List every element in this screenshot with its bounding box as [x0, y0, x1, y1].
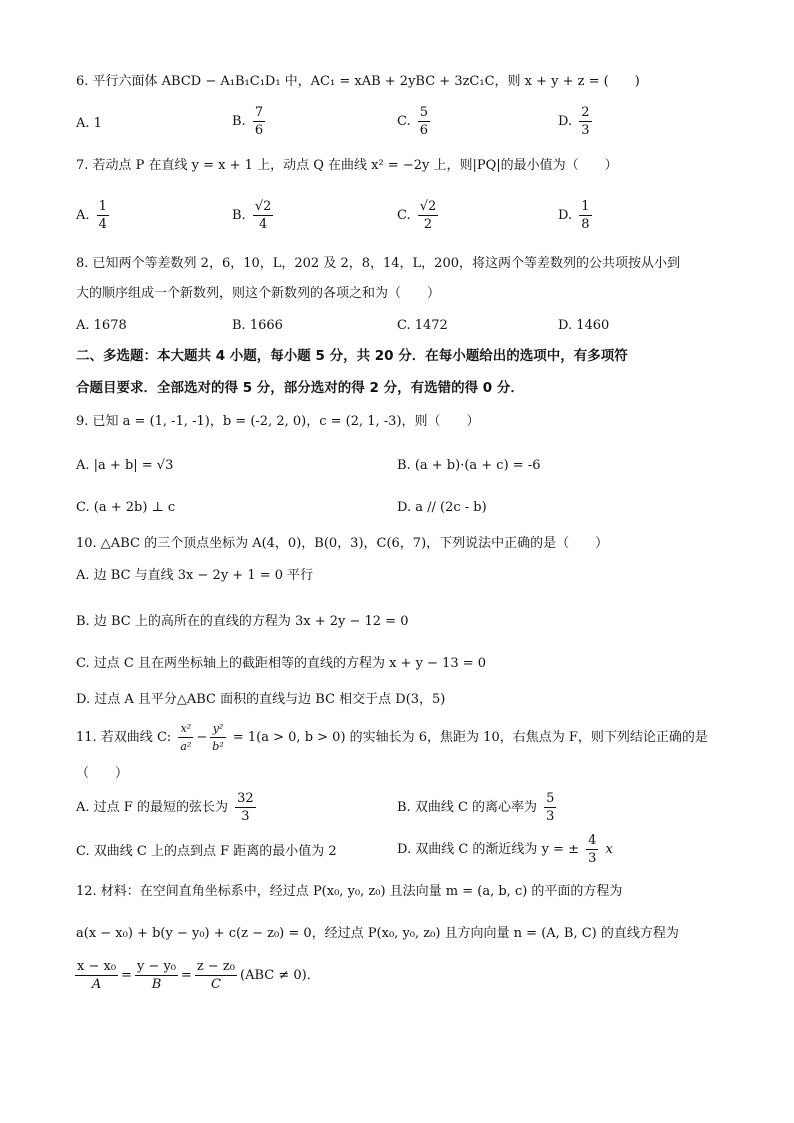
q7-b-numerator: √2: [254, 199, 272, 214]
q11-stem-prefix: 11. 若双曲线 C:: [76, 730, 172, 745]
q11-option-a-text: A. 过点 F 的最短的弦长为: [76, 800, 228, 815]
q7-option-d-label: D.: [558, 208, 573, 223]
q11-a-denominator: 3: [241, 809, 250, 824]
q11-eq-b: b²: [212, 740, 224, 753]
q7-option-b: [232, 198, 276, 233]
q9-stem: 9. 已知 a = (1, -1, -1)，b = (-2, 2, 0)，c = (2, 1, -3)，则（ ）: [76, 414, 480, 429]
q6-option-d-fraction: [579, 104, 591, 139]
q6-c-denominator: 6: [419, 123, 429, 138]
q11-option-d-tail: x: [605, 842, 613, 857]
q7-option-a: [76, 198, 112, 233]
q11-eq-a: a²: [180, 740, 192, 753]
q11-option-d-text: D. 双曲线 C 的渐近线为 y = ±: [397, 842, 579, 857]
q7-option-c: [397, 198, 441, 233]
q7-c-denominator: 2: [423, 217, 433, 232]
q9-option-b: B. (a + b)·(a + c) = -6: [397, 458, 541, 473]
q11-eq-y: y²: [210, 720, 225, 738]
q7-option-a-fraction: [97, 198, 109, 233]
q7-option-a-label: A.: [76, 208, 90, 223]
q6-option-b: [232, 104, 268, 139]
q12-f1-denominator: A: [91, 977, 102, 992]
q11-d-numerator: 4: [588, 833, 597, 848]
q6-d-denominator: 3: [581, 123, 590, 138]
q10-option-a: A. 边 BC 与直线 3x − 2y + 1 = 0 平行: [76, 568, 314, 583]
q6-stem: 6. 平行六面体 ABCD − A₁B₁C₁D₁ 中，AC₁ = xAB + 2yBC + 3zC₁C，则 x + y + z = ( ): [76, 74, 640, 89]
q8-option-b: B. 1666: [232, 318, 283, 333]
q6-c-numerator: 5: [419, 105, 429, 120]
q6-option-c-fraction: [418, 104, 430, 139]
q11-eq-x-fraction: [178, 720, 193, 755]
q12-fraction-x: [75, 958, 118, 993]
q10-option-b: B. 边 BC 上的高所在的直线的方程为 3x + 2y − 12 = 0: [76, 614, 409, 629]
q6-option-a-label: A.: [76, 116, 90, 131]
q11-option-b-fraction: [544, 790, 556, 825]
q7-option-c-label: C.: [397, 208, 411, 223]
q6-d-numerator: 2: [581, 105, 590, 120]
q11-option-a-fraction: [235, 790, 256, 825]
q12-f3-numerator: z − z₀: [196, 959, 235, 974]
q12-line-equation: $\frac{\text{x − x₀}}{A}$ = $\frac{\text{y − y₀}}{B}$ = $\frac{\text{z − z₀}}{C}$ (ABC ≠ 0)．: [77, 959, 320, 992]
q9-option-d: D. a // (2c - b): [397, 500, 487, 515]
q6-option-b-fraction: [253, 104, 265, 139]
q7-option-d-fraction: [579, 198, 591, 233]
q9-option-c: C. (a + 2b) ⊥ c: [76, 500, 176, 515]
q6-option-d: [558, 104, 595, 139]
q6-option-a-value: 1: [93, 116, 102, 131]
q6-option-d-label: D.: [558, 114, 573, 129]
q7-d-denominator: 8: [581, 217, 590, 232]
q11-option-b: [397, 790, 559, 825]
q6-option-a: [76, 114, 102, 134]
section2-heading-line1: 二、多选题：本大题共 4 小题，每小题 5 分，共 20 分．在每小题给出的选项中，有多项符: [76, 348, 628, 364]
q7-stem: 7. 若动点 P 在直线 y = x + 1 上，动点 Q 在曲线 x² = −2y 上，则|PQ|的最小值为（ ）: [76, 158, 618, 173]
q9-option-a: A. |a + b| = √3: [76, 458, 174, 473]
q6-b-denominator: 6: [254, 123, 264, 138]
q11-stem-suffix: = 1(a > 0, b > 0) 的实轴长为 6，焦距为 10，右焦点为 F，则下列结论正确的是: [228, 730, 708, 745]
q10-stem: 10. △ABC 的三个顶点坐标为 A(4，0)，B(0，3)，C(6，7)，下列说法中正确的是（ ）: [76, 536, 609, 551]
q11-option-c: C. 双曲线 C 上的点到点 F 距离的最小值为 2: [76, 844, 337, 859]
q11-option-a: [76, 790, 259, 825]
q11-option-d: [397, 832, 613, 867]
q11-d-denominator: 3: [588, 851, 597, 866]
q8-stem-line2: 大的顺序组成一个新数列，则这个新数列的各项之和为（ ）: [76, 286, 441, 301]
q11-eq-y-fraction: [210, 720, 225, 755]
q12-tail: (ABC ≠ 0)．: [240, 968, 320, 983]
q11-eq-x: x²: [178, 720, 193, 738]
q7-option-d: [558, 198, 595, 233]
q11-stem: 11. 若双曲线 C: $\frac{\text{x²}}{\text{a²}}$ − $\frac{\text{y²}}{\text{b²}}$ = 1(a > 0, b > 0) 的实轴长为 6，焦距为 10，右焦点为 F，则下列结论正确的是: [76, 722, 708, 753]
q8-stem-line1: 8. 已知两个等差数列 2，6，10，L，202 及 2，8，14，L，200，将这两个等差数列的公共项按从小到: [76, 256, 680, 271]
q12-line1: 12. 材料：在空间直角坐标系中，经过点 P(x₀, y₀, z₀) 且法向量 m = (a, b, c) 的平面的方程为: [76, 884, 623, 899]
q11-a-numerator: 32: [237, 791, 254, 806]
q7-option-b-label: B.: [232, 208, 246, 223]
q12-fraction-y: [135, 958, 178, 993]
q6-b-numerator: 7: [254, 105, 264, 120]
q12-f2-numerator: y − y₀: [136, 959, 177, 974]
q10-option-c: C. 过点 C 且在两坐标轴上的截距相等的直线的方程为 x + y − 13 = 0: [76, 656, 487, 671]
q11-b-numerator: 5: [546, 791, 555, 806]
q11-option-d-fraction: [586, 832, 598, 867]
q8-option-c: C. 1472: [397, 318, 448, 333]
q7-d-numerator: 1: [581, 199, 590, 214]
q7-b-denominator: 4: [258, 217, 268, 232]
q11-option-b-text: B. 双曲线 C 的离心率为: [397, 800, 538, 815]
q12-f3-denominator: C: [210, 977, 221, 992]
q6-option-c-label: C.: [397, 114, 411, 129]
q11-b-denominator: 3: [546, 809, 555, 824]
q11-paren: （ ）: [76, 766, 129, 781]
q12-f1-numerator: x − x₀: [77, 959, 117, 974]
q7-option-b-fraction: [253, 198, 274, 233]
q12-f2-denominator: B: [151, 977, 162, 992]
q12-fraction-z: [195, 958, 237, 993]
q7-a-numerator: 1: [98, 199, 107, 214]
q6-option-c: [397, 104, 433, 139]
q8-option-a: A. 1678: [76, 318, 127, 333]
section2-heading-line2: 合题目要求．全部选对的得 5 分，部分选对的得 2 分，有选错的得 0 分．: [76, 380, 524, 396]
q6-option-b-label: B.: [232, 114, 246, 129]
q7-option-c-fraction: [418, 198, 439, 233]
q7-c-numerator: √2: [419, 199, 437, 214]
q8-option-d: D. 1460: [558, 318, 610, 333]
q10-option-d: D. 过点 A 且平分△ABC 面积的直线与边 BC 相交于点 D(3，5): [76, 692, 446, 707]
q7-a-denominator: 4: [98, 217, 107, 232]
q12-line2: a(x − x₀) + b(y − y₀) + c(z − z₀) = 0，经过点 P(x₀, y₀, z₀) 且方向向量 n = (A, B, C) 的直线方程为: [76, 926, 679, 941]
